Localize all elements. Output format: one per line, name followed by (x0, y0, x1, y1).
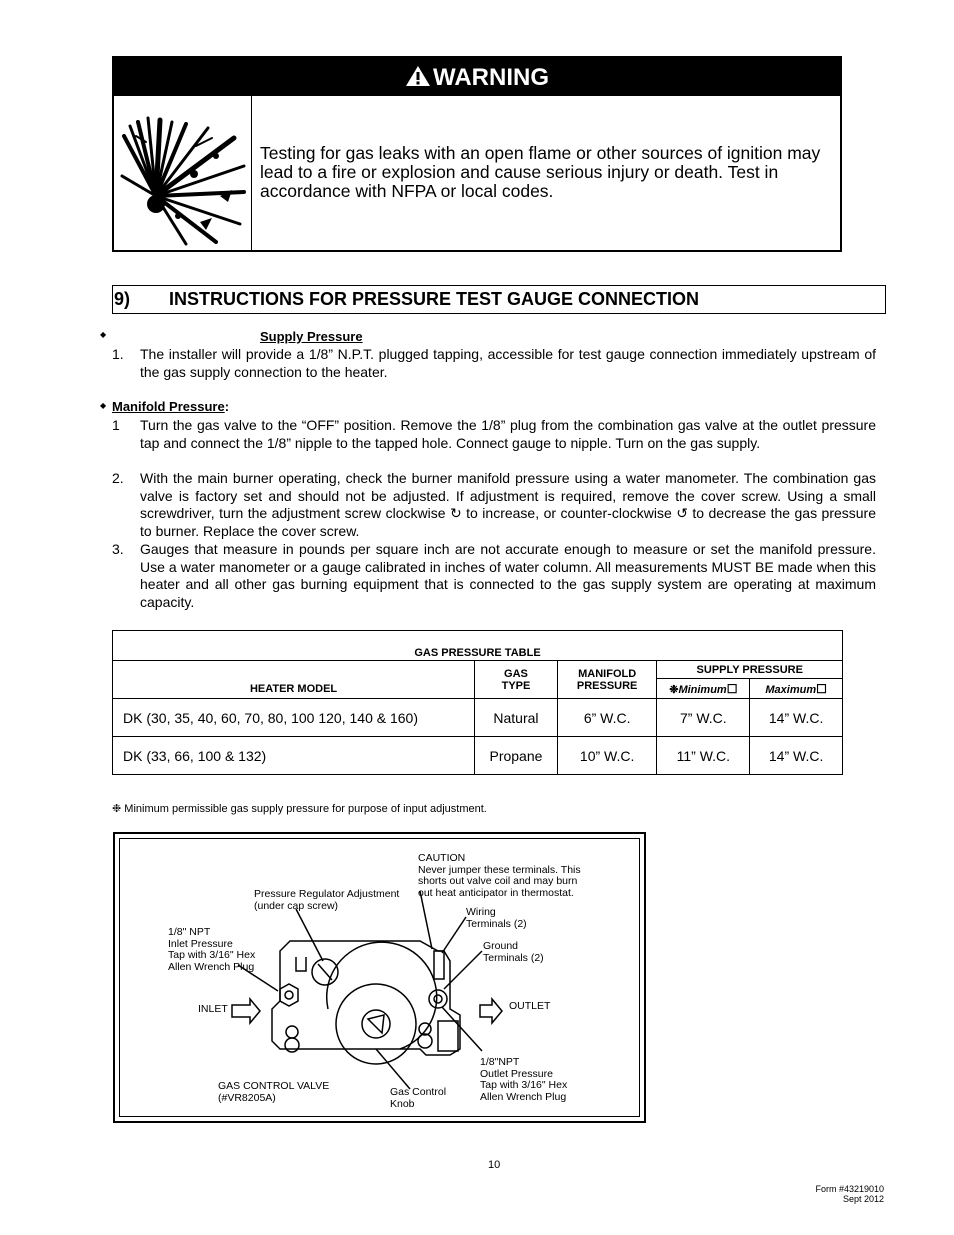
section-heading (112, 285, 886, 314)
header-heater-model: HEATER MODEL (113, 661, 475, 699)
checkbox-icon: ☐ (816, 681, 827, 696)
manifold-item-text: Gauges that measure in pounds per square inch are not accurate enough to measure or set the manifold pressure. Use a water manometer or a gauge calibrated in inches of water column. All measurements MUST BE made when this heater and all other gas burning equipment that is connected to the gas supply system are operating at maximum capacity. (140, 541, 876, 610)
knob-label: Gas Control Knob (390, 1086, 447, 1110)
manifold-pressure-heading: Manifold Pressure: (112, 399, 230, 414)
cell-max: 14” W.C. (750, 699, 843, 737)
supply-item-number: 1. (112, 346, 124, 362)
table-row (113, 737, 843, 775)
cell-model: DK (33, 66, 100 & 132) (113, 737, 475, 775)
cell-max: 14” W.C. (750, 737, 843, 775)
checkbox-icon: ☐ (726, 681, 738, 696)
supply-item-text: The installer will provide a 1/8” N.P.T. plugged tapping, accessible for test gauge connection immediately upstream of the gas supply connection to the heater. (140, 346, 876, 380)
explosion-icon (116, 96, 252, 250)
header-maximum: Maximum☐ (750, 679, 843, 699)
outlet-tap-label: 1/8"NPT Outlet Pressure Tap with 3/16" Hex Allen Wrench Plug (480, 1056, 568, 1103)
cell-min: 11” W.C. (657, 737, 750, 775)
supply-pressure-heading: Supply Pressure (260, 329, 363, 344)
warning-title: WARNING (433, 64, 549, 91)
snowflake-icon: ❉ (112, 803, 122, 815)
bullet-icon: ◆ (100, 401, 107, 410)
form-info: Form #43219010 Sept 2012 (815, 1184, 884, 1204)
ground-terminals-label: Ground Terminals (2) (483, 940, 544, 964)
section-number: 9) (114, 289, 131, 309)
caution-note: CAUTION Never jumper these terminals. This shorts out valve coil and may burn out heat anticipator in thermostat. (418, 852, 581, 899)
bullet-icon: ◆ (100, 330, 107, 339)
warning-box (112, 56, 842, 252)
table-title: GAS PRESSURE TABLE (113, 631, 843, 661)
manifold-item-text: Turn the gas valve to the “OFF” position. Remove the 1/8” plug from the combination gas valve at the outlet pressure tap and connect the 1/8” nipple to the tapped hole. Connect gauge to nipple. Turn on the gas supply. (140, 417, 876, 451)
cell-gas: Natural (475, 699, 558, 737)
diagram-frame (119, 838, 640, 1117)
valve-label: GAS CONTROL VALVE (#VR8205A) (218, 1080, 330, 1104)
inlet-label: INLET (198, 1003, 228, 1015)
manifold-item-number: 2. (112, 470, 124, 486)
footnote: ❉ Minimum permissible gas supply pressure for purpose of input adjustment. (112, 803, 487, 815)
gas-valve-diagram (113, 832, 646, 1123)
outlet-label: OUTLET (509, 1000, 551, 1012)
manifold-item-text: With the main burner operating, check the burner manifold pressure using a water manometer. The combination gas valve is factory set and should not be adjusted. If adjustment is required, remove the cover screw. Using a small screwdriver, turn the adjustment screw clockwise ↻ to increase, or counter-clockwise ↺ to decrease the gas pressure to burner. Replace the cover screw. (140, 470, 876, 539)
header-minimum: ❉Minimum☐ (657, 679, 750, 699)
cell-gas: Propane (475, 737, 558, 775)
header-manifold-pressure: MANIFOLD PRESSURE (557, 661, 657, 699)
wiring-terminals-label: Wiring Terminals (2) (466, 906, 527, 930)
table-row (113, 699, 843, 737)
manifold-item-number: 3. (112, 541, 124, 557)
header-gas-type: GAS TYPE (475, 661, 558, 699)
section-title: INSTRUCTIONS FOR PRESSURE TEST GAUGE CONNECTION (169, 289, 700, 309)
cell-model: DK (30, 35, 40, 60, 70, 80, 100 120, 140 & 160) (113, 699, 475, 737)
warning-header (114, 58, 840, 96)
header-supply-pressure: SUPPLY PRESSURE (657, 661, 843, 679)
page-number: 10 (488, 1159, 501, 1171)
gas-pressure-table (112, 630, 843, 775)
inlet-tap-label: 1/8" NPT Inlet Pressure Tap with 3/16" Hex Allen Wrench Plug (168, 926, 256, 973)
regulator-label: Pressure Regulator Adjustment (under cap screw) (254, 888, 400, 912)
cell-manifold: 6” W.C. (557, 699, 657, 737)
cell-min: 7” W.C. (657, 699, 750, 737)
cell-manifold: 10” W.C. (557, 737, 657, 775)
warning-text: Testing for gas leaks with an open flame or other sources of ignition may lead to a fire or explosion and cause serious injury or death. Test in accordance with NFPA or local codes. (260, 143, 821, 201)
warning-triangle-icon (405, 65, 431, 87)
manifold-item-number: 1 (112, 417, 120, 433)
